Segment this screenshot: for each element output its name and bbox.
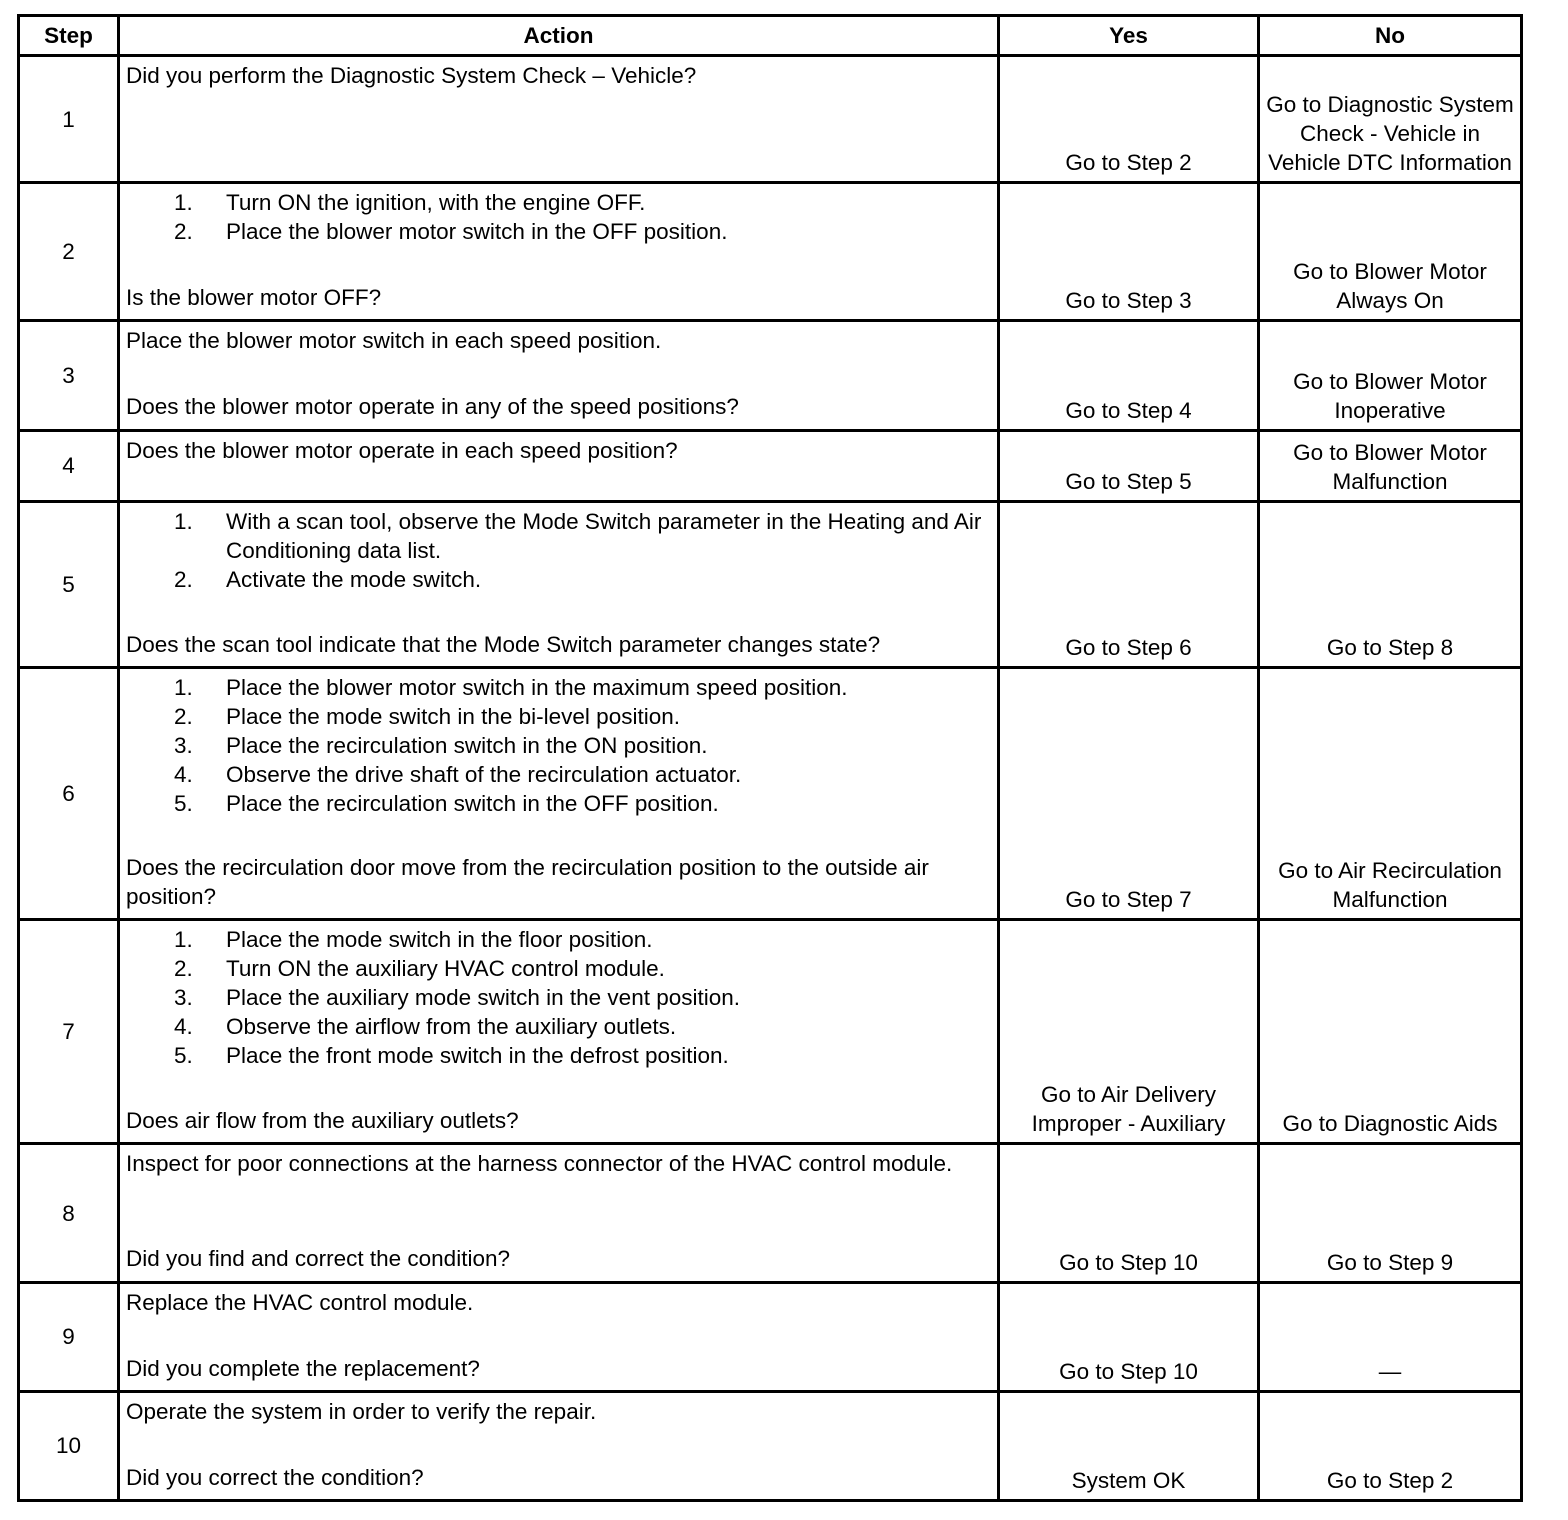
action-content: [126, 507, 987, 659]
list-item-text: Place the mode switch in the bi-level position.: [226, 703, 680, 729]
action-intro: Did you perform the Diagnostic System Check – Vehicle?: [126, 63, 697, 88]
list-item-number: 4.: [174, 1014, 193, 1040]
list-item-number: 5.: [174, 1043, 193, 1069]
table-row: [19, 1144, 1522, 1282]
list-item-number: 4.: [174, 761, 193, 787]
action-cell: [119, 1144, 999, 1282]
step-number: 4: [19, 430, 119, 501]
action-content: [126, 1397, 987, 1492]
action-steps-list: [126, 673, 987, 818]
list-item-number: 3.: [174, 985, 193, 1011]
yes-result: Go to Step 7: [999, 667, 1259, 919]
action-cell: [119, 920, 999, 1144]
action-intro: Does the blower motor operate in each speed position?: [126, 437, 678, 463]
action-steps-list: [126, 507, 987, 594]
yes-result: System OK: [999, 1391, 1259, 1500]
action-cell: [119, 56, 999, 183]
action-intro: Inspect for poor connections at the harness connector of the HVAC control module.: [126, 1151, 953, 1177]
action-instructions: [126, 1149, 987, 1178]
list-item: [126, 983, 987, 1012]
list-item-text: Place the front mode switch in the defrost position.: [226, 1043, 729, 1069]
action-content: [126, 436, 987, 493]
step-number: 9: [19, 1282, 119, 1391]
action-cell: [119, 501, 999, 667]
action-content: [126, 1149, 987, 1273]
action-instructions: [126, 1288, 987, 1317]
action-intro: Replace the HVAC control module.: [126, 1289, 474, 1315]
list-item: [126, 954, 987, 983]
table-row: [19, 1391, 1522, 1500]
list-item-text: With a scan tool, observe the Mode Switch parameter in the Heating and Air Conditioning data list.: [226, 508, 982, 563]
list-item-number: 2.: [174, 703, 193, 729]
step-number: 1: [19, 56, 119, 183]
action-cell: [119, 1282, 999, 1391]
list-item-text: Place the mode switch in the floor position.: [226, 927, 653, 953]
list-item: [126, 1012, 987, 1041]
table-row: [19, 183, 1522, 321]
action-content: [126, 61, 987, 174]
action-question: Did you complete the replacement?: [126, 1355, 480, 1381]
list-item-number: 1.: [174, 508, 193, 534]
step-number: 6: [19, 667, 119, 919]
list-item: [126, 925, 987, 954]
header-no: No: [1259, 16, 1522, 56]
list-item: [126, 673, 987, 702]
list-item: [126, 731, 987, 760]
no-result: Go to Step 2: [1259, 1391, 1522, 1500]
no-result: Go to Blower Motor Inoperative: [1259, 321, 1522, 430]
table-row: [19, 920, 1522, 1144]
list-item-number: 1.: [174, 190, 193, 216]
action-instructions: [126, 1397, 987, 1426]
action-content: [126, 1288, 987, 1383]
yes-result: Go to Step 10: [999, 1282, 1259, 1391]
action-instructions: [126, 507, 987, 594]
table-row: [19, 430, 1522, 501]
list-item: [126, 760, 987, 789]
action-question: Does the scan tool indicate that the Mode Switch parameter changes state?: [126, 631, 881, 657]
yes-result: Go to Step 3: [999, 183, 1259, 321]
diagnostic-table: [17, 14, 1523, 1502]
step-number: 10: [19, 1391, 119, 1500]
table-row: [19, 667, 1522, 919]
yes-result: Go to Air Delivery Improper - Auxiliary: [999, 920, 1259, 1144]
action-question: Did you correct the condition?: [126, 1464, 424, 1490]
list-item: [126, 1041, 987, 1070]
list-item-number: 5.: [174, 790, 193, 816]
action-instructions: [126, 436, 987, 465]
action-intro: Operate the system in order to verify the repair.: [126, 1398, 597, 1424]
list-item-text: Activate the mode switch.: [226, 566, 482, 592]
table-row: [19, 501, 1522, 667]
list-item-text: Place the recirculation switch in the ON position.: [226, 732, 708, 758]
list-item-number: 1.: [174, 674, 193, 700]
list-item: [126, 565, 987, 594]
action-steps-list: [126, 925, 987, 1070]
action-instructions: [126, 326, 987, 355]
action-cell: [119, 430, 999, 501]
list-item-number: 2.: [174, 956, 193, 982]
action-question: Does the recirculation door move from the recirculation position to the outside air position?: [126, 854, 929, 909]
no-result: Go to Blower Motor Always On: [1259, 183, 1522, 321]
list-item-number: 2.: [174, 566, 193, 592]
action-question: Is the blower motor OFF?: [126, 285, 382, 311]
list-item-text: Place the auxiliary mode switch in the vent position.: [226, 985, 741, 1011]
action-cell: [119, 1391, 999, 1500]
action-cell: [119, 667, 999, 919]
list-item-text: Turn ON the ignition, with the engine OFF.: [226, 190, 646, 216]
table-row: [19, 321, 1522, 430]
no-result: Go to Step 8: [1259, 501, 1522, 667]
list-item-text: Turn ON the auxiliary HVAC control module.: [226, 956, 665, 982]
action-instructions: [126, 925, 987, 1070]
list-item-number: 2.: [174, 219, 193, 245]
action-content: [126, 673, 987, 911]
list-item-number: 1.: [174, 927, 193, 953]
action-cell: [119, 183, 999, 321]
step-number: 8: [19, 1144, 119, 1282]
action-content: [126, 925, 987, 1135]
yes-result: Go to Step 6: [999, 501, 1259, 667]
list-item: [126, 702, 987, 731]
list-item-text: Place the blower motor switch in the OFF position.: [226, 219, 728, 245]
list-item: [126, 188, 987, 217]
action-cell: [119, 321, 999, 430]
header-action: Action: [119, 16, 999, 56]
action-question: Does air flow from the auxiliary outlets?: [126, 1108, 519, 1134]
no-result: —: [1259, 1282, 1522, 1391]
action-instructions: [126, 61, 987, 90]
action-instructions: [126, 673, 987, 818]
action-question: Did you find and correct the condition?: [126, 1246, 510, 1272]
action-question: Does the blower motor operate in any of the speed positions?: [126, 394, 739, 420]
list-item: [126, 789, 987, 818]
list-item: [126, 217, 987, 246]
header-step: Step: [19, 16, 119, 56]
table-row: [19, 56, 1522, 183]
list-item-text: Place the blower motor switch in the maximum speed position.: [226, 674, 848, 700]
yes-result: Go to Step 2: [999, 56, 1259, 183]
step-number: 7: [19, 920, 119, 1144]
action-instructions: [126, 188, 987, 246]
action-content: [126, 188, 987, 312]
no-result: Go to Blower Motor Malfunction: [1259, 430, 1522, 501]
list-item-number: 3.: [174, 732, 193, 758]
no-result: Go to Diagnostic System Check - Vehicle in Vehicle DTC Information: [1259, 56, 1522, 183]
list-item-text: Place the recirculation switch in the OFF position.: [226, 790, 719, 816]
step-number: 5: [19, 501, 119, 667]
action-intro: Place the blower motor switch in each speed position.: [126, 328, 662, 354]
list-item-text: Observe the drive shaft of the recirculation actuator.: [226, 761, 742, 787]
step-number: 3: [19, 321, 119, 430]
yes-result: Go to Step 4: [999, 321, 1259, 430]
header-row: [19, 16, 1522, 56]
header-yes: Yes: [999, 16, 1259, 56]
step-number: 2: [19, 183, 119, 321]
table-row: [19, 1282, 1522, 1391]
yes-result: Go to Step 10: [999, 1144, 1259, 1282]
no-result: Go to Step 9: [1259, 1144, 1522, 1282]
action-steps-list: [126, 188, 987, 246]
action-content: [126, 326, 987, 421]
no-result: Go to Air Recirculation Malfunction: [1259, 667, 1522, 919]
list-item-text: Observe the airflow from the auxiliary outlets.: [226, 1014, 677, 1040]
no-result: Go to Diagnostic Aids: [1259, 920, 1522, 1144]
list-item: [126, 507, 987, 565]
yes-result: Go to Step 5: [999, 430, 1259, 501]
